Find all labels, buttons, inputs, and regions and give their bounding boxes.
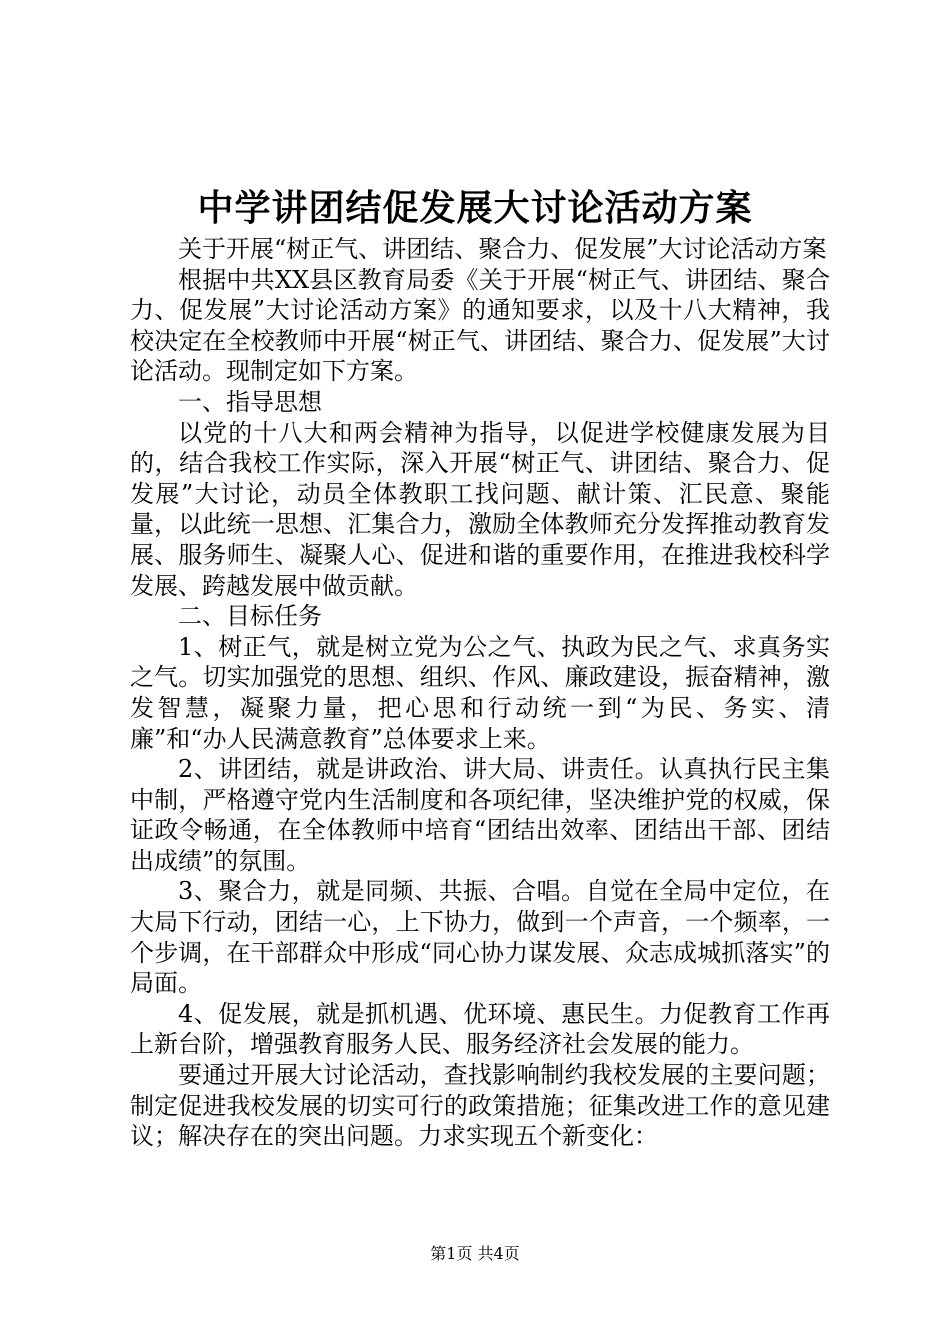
paragraph-goal-3: 3、聚合力，就是同频、共振、合唱。自觉在全局中定位，在大局下行动，团结一心，上下协力，做到一个声音，一个频率，一个步调，在干部群众中形成“同心协力谋发展、众志成城抓落实”的局面。 [130, 877, 830, 998]
paragraph-summary: 要通过开展大讨论活动，查找影响制约我校发展的主要问题；制定促进我校发展的切实可行的政策措施；征集改进工作的意见建议；解决存在的突出问题。力求实现五个新变化： [130, 1061, 830, 1151]
paragraph-goal-4: 4、促发展，就是抓机遇、优环境、惠民生。力促教育工作再上新台阶，增强教育服务人民、服务经济社会发展的能力。 [130, 999, 830, 1059]
paragraph-basis: 根据中共XX县区教育局委《关于开展“树正气、讲团结、聚合力、促发展”大讨论活动方案》的通知要求，以及十八大精神，我校决定在全校教师中开展“树正气、讲团结、聚合力、促发展”大讨论活动。现制定如下方案。 [130, 265, 830, 386]
paragraph-goal-2: 2、讲团结，就是讲政治、讲大局、讲责任。认真执行民主集中制，严格遵守党内生活制度和各项纪律，坚决维护党的权威，保证政令畅通，在全体教师中培育“团结出效率、团结出干部、团结出成绩”的氛围。 [130, 755, 830, 875]
section-heading-goals: 二、目标任务 [178, 602, 322, 631]
section-heading-guiding-thought: 一、指导思想 [178, 387, 322, 416]
paragraph-goal-1: 1、树正气，就是树立党为公之气、执政为民之气、求真务实之气。切实加强党的思想、组织、作风、廉政建设，振奋精神，激发智慧，凝聚力量，把心思和行动统一到“为民、务实、清廉”和“办人民满意教育”总体要求上来。 [130, 632, 830, 753]
document-body [130, 234, 830, 1152]
paragraph-intro-heading: 关于开展“树正气、讲团结、聚合力、促发展”大讨论活动方案 [178, 235, 827, 263]
document-title: 中学讲团结促发展大讨论活动方案 [197, 187, 753, 229]
paragraph-guiding-thought: 以党的十八大和两会精神为指导，以促进学校健康发展为目的，结合我校工作实际，深入开展“树正气、讲团结、聚合力、促发展”大讨论，动员全体教职工找问题、献计策、汇民意、聚能量，以此统一思想、汇集合力，激励全体教师充分发挥推动教育发展、服务师生、凝聚人心、促进和谐的重要作用，在推进我校科学发展、跨越发展中做贡献。 [130, 418, 830, 600]
page-footer: 第1页 共4页 [430, 1244, 520, 1263]
